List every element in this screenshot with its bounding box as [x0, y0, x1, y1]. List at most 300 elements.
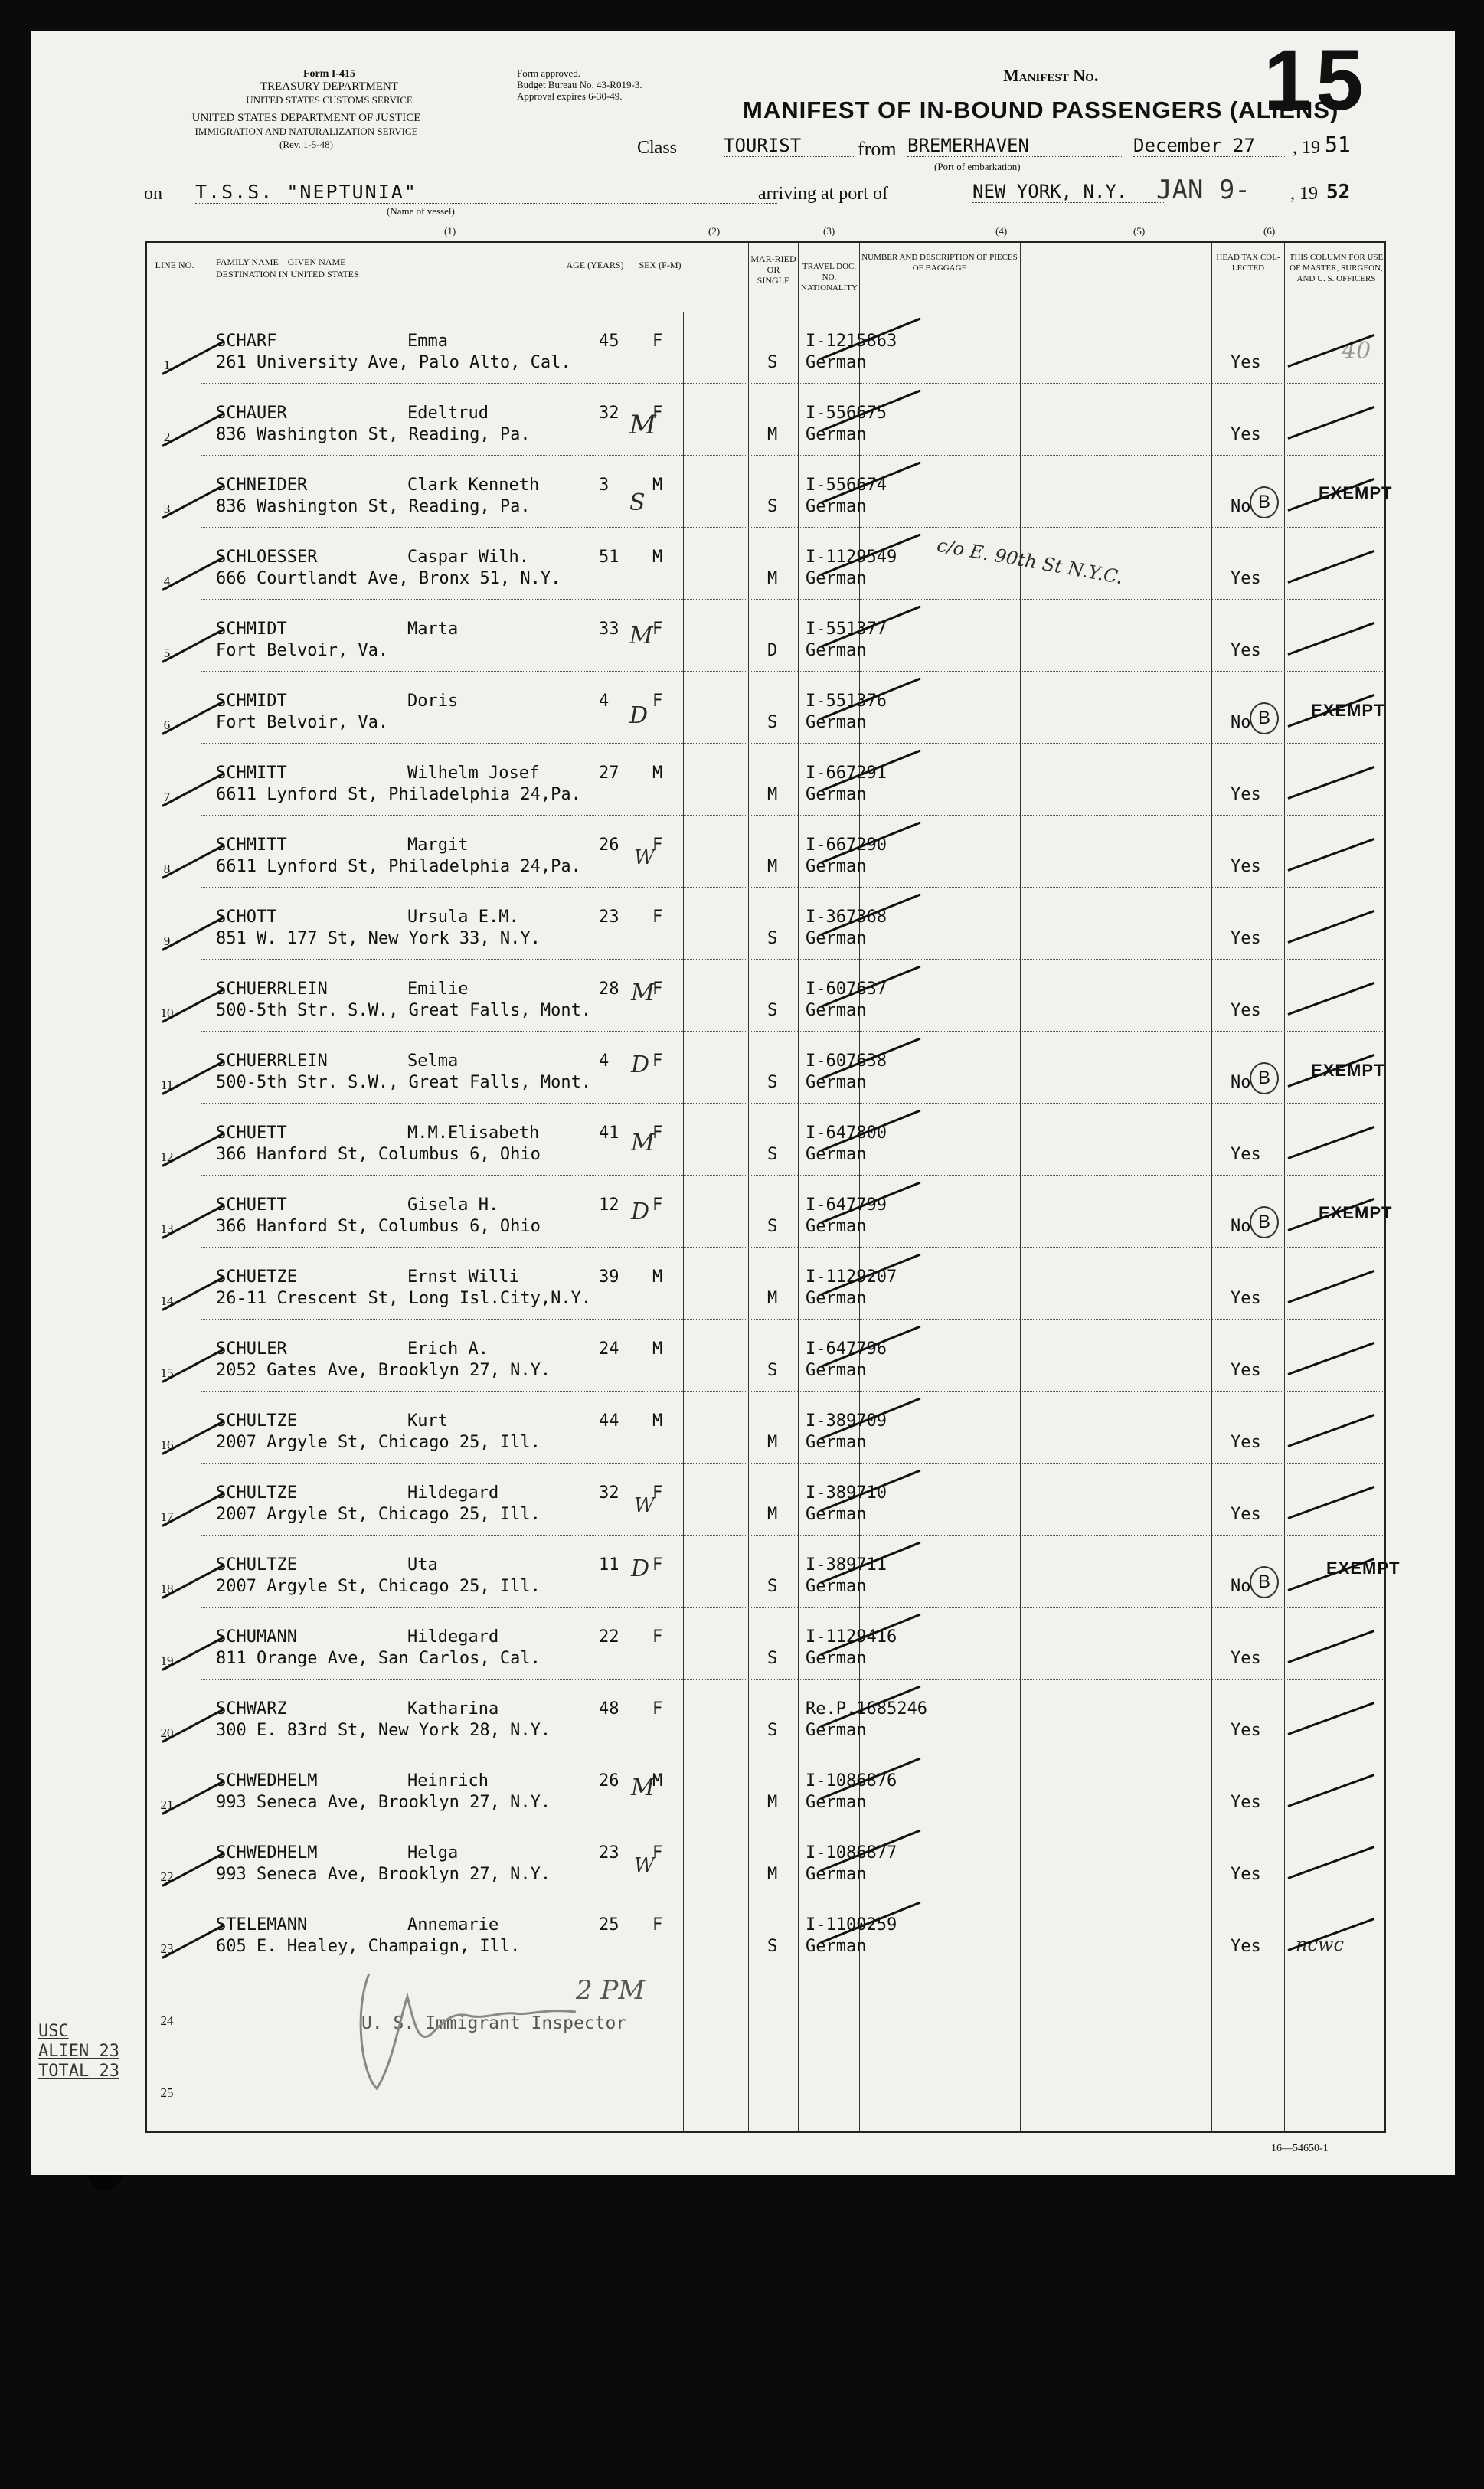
exempt-stamp: EXEMPT [1319, 483, 1393, 502]
line-number: 18 [160, 1581, 174, 1596]
travel-doc: I-647800 [806, 1123, 887, 1143]
line-number: 11 [160, 1078, 174, 1092]
sex: F [652, 620, 663, 639]
immigrant-inspector-stamp: U. S. Immigrant Inspector [361, 2013, 627, 2033]
sex: F [652, 1699, 663, 1719]
age: 26 [599, 1771, 619, 1791]
line-number: 9 [163, 934, 171, 948]
travel-doc: I-667291 [806, 764, 887, 783]
justice-block [145, 112, 467, 151]
handwritten-sex-mark: D [631, 1199, 650, 1225]
marital-status: M [767, 1289, 778, 1308]
table-row [147, 600, 1384, 672]
age: 26 [599, 836, 619, 855]
given-name: Katharina [407, 1699, 499, 1719]
family-name: SCHMITT [216, 764, 287, 783]
head-tax: Yes [1231, 785, 1261, 804]
marital-status: M [767, 1433, 778, 1452]
table-row [147, 1895, 1384, 1967]
inspector-stamp-time: 2 PM [576, 1975, 646, 2006]
given-name: Margit [407, 836, 469, 855]
head-tax: No [1231, 713, 1251, 732]
marital-status: S [767, 713, 778, 732]
sex: M [652, 1339, 663, 1359]
col-age: AGE (YEARS) [566, 260, 624, 270]
travel-doc: I-1215863 [806, 332, 897, 351]
table-row [147, 2039, 1384, 2111]
table-row [147, 1392, 1384, 1464]
head-tax: Yes [1231, 1361, 1261, 1380]
head-tax: Yes [1231, 1865, 1261, 1884]
given-name: Caspar Wilh. [407, 548, 529, 567]
handwritten-sex-mark: M [629, 410, 656, 440]
family-name: SCHWARZ [216, 1699, 287, 1719]
line-number: 19 [160, 1653, 174, 1668]
travel-doc: I-647799 [806, 1195, 887, 1215]
age: 32 [599, 404, 619, 423]
travel-doc: Re.P.1685246 [806, 1699, 927, 1719]
travel-doc: I-551376 [806, 692, 887, 711]
given-name: Helga [407, 1843, 459, 1863]
marital-status: S [767, 1073, 778, 1092]
travel-doc: I-1086876 [806, 1771, 897, 1791]
age: 4 [599, 692, 610, 711]
head-tax: Yes [1231, 1793, 1261, 1812]
age: 41 [599, 1123, 619, 1143]
age: 23 [599, 1843, 619, 1863]
form-number: Form I-415 [302, 68, 356, 80]
year-prefix: , 19 [1293, 138, 1320, 158]
family-name: SCHUETT [216, 1195, 287, 1215]
handwritten-sex-mark: M [629, 623, 653, 649]
col-married: MAR-RIED OR SINGLE [750, 253, 796, 286]
age: 3 [599, 476, 610, 495]
sex: F [652, 836, 663, 855]
family-name: SCHMIDT [216, 620, 287, 639]
nationality: German [806, 1145, 867, 1164]
age: 4 [599, 1052, 610, 1071]
line-number: 20 [160, 1725, 174, 1740]
nationality: German [806, 1721, 867, 1740]
table-row [147, 312, 1384, 384]
given-name: Wilhelm Josef [407, 764, 540, 783]
age: 27 [599, 764, 619, 783]
arrival-year: 52 [1326, 181, 1351, 204]
head-tax: Yes [1231, 1289, 1261, 1308]
col-sex: SEX (F-M) [639, 260, 682, 270]
handwritten-sex-mark: W [634, 1854, 655, 1877]
table-row [147, 528, 1384, 600]
table-row [147, 816, 1384, 888]
travel-doc: I-1086877 [806, 1843, 897, 1863]
given-name: Marta [407, 620, 459, 639]
on-label: on [144, 184, 162, 204]
destination: 2007 Argyle St, Chicago 25, Ill. [216, 1433, 541, 1452]
exempt-stamp: EXEMPT [1319, 1203, 1393, 1222]
destination: 261 University Ave, Palo Alto, Cal. [216, 353, 571, 372]
marital-status: M [767, 785, 778, 804]
age: 48 [599, 1699, 619, 1719]
sex: F [652, 1627, 663, 1647]
given-name: Emilie [407, 980, 469, 999]
marital-status: D [767, 641, 778, 660]
given-name: Selma [407, 1052, 459, 1071]
family-name: SCHUERRLEIN [216, 980, 328, 999]
head-tax: Yes [1231, 641, 1261, 660]
marital-status: M [767, 857, 778, 876]
manifest-title: MANIFEST OF IN-BOUND PASSENGERS (ALIENS) [743, 96, 1339, 123]
family-name: SCHAUER [216, 404, 287, 423]
nationality: German [806, 1865, 867, 1884]
given-name: Uta [407, 1555, 438, 1575]
marital-status: M [767, 1865, 778, 1884]
sex: F [652, 1195, 663, 1215]
justice-department: UNITED STATES DEPARTMENT OF JUSTICE [191, 112, 421, 124]
travel-doc: I-647796 [806, 1339, 887, 1359]
category-circle: B [1250, 1206, 1279, 1238]
family-name: SCHOTT [216, 908, 277, 927]
table-row [147, 1751, 1384, 1823]
revision-date: (Rev. 1-5-48) [279, 139, 333, 150]
departure-year: 51 [1325, 132, 1351, 157]
officer-note: ncwc [1296, 1934, 1344, 1955]
destination: 811 Orange Ave, San Carlos, Cal. [216, 1649, 541, 1668]
approval-line-3: Approval expires 6-30-49. [517, 90, 623, 102]
travel-doc: I-607638 [806, 1052, 887, 1071]
travel-doc: I-1129549 [806, 548, 897, 567]
nationality: German [806, 1505, 867, 1524]
family-name: SCHMIDT [216, 692, 287, 711]
travel-doc: I-607637 [806, 980, 887, 999]
sex: F [652, 332, 663, 351]
vessel-note: (Name of vessel) [387, 205, 455, 217]
nationality: German [806, 425, 867, 444]
given-name: Ursula E.M. [407, 908, 519, 927]
nationality: German [806, 569, 867, 588]
tally-usc: USC [38, 2022, 69, 2041]
nationality: German [806, 1361, 867, 1380]
given-name: Gisela H. [407, 1195, 499, 1215]
sex: F [652, 404, 663, 423]
col-number-3: (3) [823, 225, 835, 237]
marital-status: M [767, 425, 778, 444]
destination: 993 Seneca Ave, Brooklyn 27, N.Y. [216, 1793, 551, 1812]
given-name: Kurt [407, 1411, 448, 1431]
line-number: 12 [160, 1150, 174, 1164]
destination: 26-11 Crescent St, Long Isl.City,N.Y. [216, 1289, 592, 1308]
line-number: 3 [163, 502, 171, 516]
destination: 2007 Argyle St, Chicago 25, Ill. [216, 1505, 541, 1524]
age: 23 [599, 908, 619, 927]
nationality: German [806, 1073, 867, 1092]
marital-status: M [767, 1505, 778, 1524]
head-tax: Yes [1231, 857, 1261, 876]
col-name: FAMILY NAME—GIVEN NAME [216, 257, 346, 267]
table-row [147, 1320, 1384, 1392]
table-row [147, 960, 1384, 1032]
family-name: SCHULTZE [216, 1483, 297, 1503]
sex: M [652, 1267, 663, 1287]
footer-code: 16—54650-1 [1271, 2143, 1329, 2154]
line-number: 7 [163, 790, 171, 804]
head-tax: No [1231, 1217, 1251, 1236]
family-name: SCHLOESSER [216, 548, 318, 567]
nationality: German [806, 1577, 867, 1596]
from-label: from [858, 138, 897, 160]
category-circle: B [1250, 486, 1279, 518]
ins-service: IMMIGRATION AND NATURALIZATION SERVICE [194, 126, 418, 137]
age: 24 [599, 1339, 619, 1359]
given-name: Heinrich [407, 1771, 489, 1791]
head-tax: Yes [1231, 929, 1261, 948]
destination: 666 Courtlandt Ave, Bronx 51, N.Y. [216, 569, 561, 588]
family-name: SCHWEDHELM [216, 1843, 318, 1863]
treasury-department: TREASURY DEPARTMENT [260, 80, 399, 93]
destination: 2007 Argyle St, Chicago 25, Ill. [216, 1577, 541, 1596]
manifest-no-label: Manifest No. [1003, 66, 1099, 85]
table-row [147, 1608, 1384, 1680]
col-number-4: (4) [995, 225, 1008, 237]
col-line-no: LINE NO. [155, 260, 194, 270]
given-name: Doris [407, 692, 459, 711]
class-label: Class [637, 138, 678, 158]
age: 12 [599, 1195, 619, 1215]
handwritten-sex-mark: W [634, 846, 655, 869]
travel-doc: I-1129207 [806, 1267, 897, 1287]
family-name: SCHMITT [216, 836, 287, 855]
travel-doc: I-1129416 [806, 1627, 897, 1647]
given-name: Ernst Willi [407, 1267, 519, 1287]
marital-status: S [767, 1721, 778, 1740]
family-name: SCHULTZE [216, 1411, 297, 1431]
age: 28 [599, 980, 619, 999]
head-tax: Yes [1231, 1433, 1261, 1452]
col-number-2: (2) [708, 225, 721, 237]
given-name: Annemarie [407, 1915, 499, 1935]
marital-status: S [767, 1649, 778, 1668]
sex: F [652, 1483, 663, 1503]
destination: Fort Belvoir, Va. [216, 641, 389, 660]
tally-total: TOTAL 23 [38, 2062, 119, 2081]
manifest-page [31, 31, 1455, 2175]
family-name: SCHUMANN [216, 1627, 297, 1647]
table-row [147, 744, 1384, 816]
head-tax: Yes [1231, 1649, 1261, 1668]
line-number: 17 [160, 1509, 174, 1524]
marital-status: M [767, 569, 778, 588]
line-number: 8 [163, 862, 171, 876]
table-row [147, 1464, 1384, 1536]
table-row [147, 384, 1384, 456]
destination: 366 Hanford St, Columbus 6, Ohio [216, 1217, 541, 1236]
destination: Fort Belvoir, Va. [216, 713, 389, 732]
sex: F [652, 980, 663, 999]
sex: F [652, 1052, 663, 1071]
destination: 2052 Gates Ave, Brooklyn 27, N.Y. [216, 1361, 551, 1380]
head-tax: Yes [1231, 353, 1261, 372]
travel-doc: I-1100259 [806, 1915, 897, 1935]
destination: 993 Seneca Ave, Brooklyn 27, N.Y. [216, 1865, 551, 1884]
col-head-tax: HEAD TAX COL-LECTED [1216, 253, 1280, 273]
table-row [147, 1680, 1384, 1751]
nationality: German [806, 1001, 867, 1020]
line-number: 22 [160, 1869, 174, 1884]
destination: 836 Washington St, Reading, Pa. [216, 497, 531, 516]
line-number: 14 [160, 1294, 174, 1308]
head-tax: Yes [1231, 1001, 1261, 1020]
port-note: (Port of embarkation) [934, 161, 1021, 172]
exempt-stamp: EXEMPT [1311, 701, 1385, 720]
age: 44 [599, 1411, 619, 1431]
handwritten-sex-mark: D [631, 1555, 650, 1582]
line-number: 13 [160, 1222, 174, 1236]
given-name: Hildegard [407, 1483, 499, 1503]
marital-status: S [767, 1937, 778, 1956]
given-name: Emma [407, 332, 448, 351]
handwritten-sex-mark: M [631, 1774, 655, 1801]
family-name: SCHULER [216, 1339, 287, 1359]
approval-line-1: Form approved. [517, 67, 581, 79]
age: 45 [599, 332, 619, 351]
head-tax: Yes [1231, 1145, 1261, 1164]
given-name: Erich A. [407, 1339, 489, 1359]
class-value: TOURIST [724, 135, 854, 157]
line-number: 2 [163, 430, 171, 444]
category-circle: B [1250, 702, 1279, 734]
head-tax: No [1231, 1577, 1251, 1596]
form-header-block [222, 67, 436, 106]
customs-service: UNITED STATES CUSTOMS SERVICE [246, 94, 413, 106]
family-name: STELEMANN [216, 1915, 308, 1935]
age: 11 [599, 1555, 619, 1575]
line-number: 4 [163, 574, 171, 588]
family-name: SCHARF [216, 332, 277, 351]
sex: M [652, 1411, 663, 1431]
approval-block [517, 67, 747, 102]
given-name: Edeltrud [407, 404, 489, 423]
head-tax: Yes [1231, 1721, 1261, 1740]
marital-status: S [767, 1217, 778, 1236]
line-number: 24 [160, 2013, 174, 2028]
nationality: German [806, 929, 867, 948]
given-name: M.M.Elisabeth [407, 1123, 540, 1143]
tally-alien: ALIEN 23 [38, 2042, 119, 2061]
departure-date: December 27 [1133, 135, 1286, 157]
travel-doc: I-389710 [806, 1483, 887, 1503]
handwritten-sex-mark: D [631, 1052, 650, 1078]
table-row [147, 888, 1384, 960]
age: 39 [599, 1267, 619, 1287]
tally-block [38, 2022, 119, 2082]
approval-line-2: Budget Bureau No. 43-R019-3. [517, 79, 642, 90]
nationality: German [806, 497, 867, 516]
col-travel-doc: TRAVEL DOC. NO. NATIONALITY [801, 262, 858, 293]
line-number: 25 [160, 2085, 174, 2100]
exempt-stamp: EXEMPT [1326, 1558, 1401, 1578]
exempt-stamp: EXEMPT [1311, 1061, 1385, 1080]
family-name: SCHWEDHELM [216, 1771, 318, 1791]
nationality: German [806, 1793, 867, 1812]
destination: 300 E. 83rd St, New York 28, N.Y. [216, 1721, 551, 1740]
line-number: 23 [160, 1941, 174, 1956]
sex: F [652, 1123, 663, 1143]
officer-mark: 40 [1342, 338, 1371, 365]
arrival-year-prefix: , 19 [1290, 184, 1318, 204]
line-number: 10 [160, 1006, 174, 1020]
family-name: SCHUERRLEIN [216, 1052, 328, 1071]
table-row [147, 1176, 1393, 1248]
vessel-name: T.S.S. "NEPTUNIA" [195, 181, 777, 204]
sex: M [652, 476, 663, 495]
table-row [147, 1104, 1384, 1176]
col-baggage: NUMBER AND DESCRIPTION OF PIECES OF BAGGAGE [861, 253, 1018, 273]
travel-doc: I-389709 [806, 1411, 887, 1431]
table-row [147, 1536, 1401, 1608]
family-name: SCHNEIDER [216, 476, 308, 495]
nationality: German [806, 1433, 867, 1452]
marital-status: S [767, 353, 778, 372]
travel-doc: I-667290 [806, 836, 887, 855]
nationality: German [806, 785, 867, 804]
head-tax: No [1231, 497, 1251, 516]
age: 51 [599, 548, 619, 567]
travel-doc: I-556674 [806, 476, 887, 495]
nationality: German [806, 1649, 867, 1668]
table-row [147, 1032, 1384, 1104]
marital-status: M [767, 1793, 778, 1812]
baggage-note: c/o E. 90th St N.Y.C. [935, 534, 1125, 589]
travel-doc: I-367368 [806, 908, 887, 927]
col-number-6: (6) [1263, 225, 1276, 237]
given-name: Hildegard [407, 1627, 499, 1647]
sex: M [652, 764, 663, 783]
age: 22 [599, 1627, 619, 1647]
sex: F [652, 692, 663, 711]
family-name: SCHUETZE [216, 1267, 297, 1287]
handwritten-sex-mark: W [634, 1494, 655, 1517]
sex: F [652, 908, 663, 927]
destination: 500-5th Str. S.W., Great Falls, Mont. [216, 1001, 592, 1020]
travel-doc: I-389711 [806, 1555, 887, 1575]
marital-status: S [767, 1001, 778, 1020]
nationality: German [806, 1289, 867, 1308]
age: 33 [599, 620, 619, 639]
head-tax: No [1231, 1073, 1251, 1092]
sex: F [652, 1555, 663, 1575]
destination: 500-5th Str. S.W., Great Falls, Mont. [216, 1073, 592, 1092]
destination: 851 W. 177 St, New York 33, N.Y. [216, 929, 541, 948]
nationality: German [806, 353, 867, 372]
marital-status: S [767, 497, 778, 516]
marital-status: S [767, 1361, 778, 1380]
family-name: SCHULTZE [216, 1555, 297, 1575]
nationality: German [806, 641, 867, 660]
head-tax: Yes [1231, 1937, 1261, 1956]
col-number-1: (1) [444, 225, 456, 237]
head-tax: Yes [1231, 569, 1261, 588]
family-name: SCHUETT [216, 1123, 287, 1143]
given-name: Clark Kenneth [407, 476, 540, 495]
nationality: German [806, 857, 867, 876]
sex: M [652, 548, 663, 567]
handwritten-sex-mark: D [629, 702, 649, 729]
table-row [147, 1823, 1384, 1895]
travel-doc: I-556675 [806, 404, 887, 423]
head-tax: Yes [1231, 1505, 1261, 1524]
handwritten-sex-mark: M [631, 1130, 655, 1156]
marital-status: S [767, 929, 778, 948]
table-row [147, 1248, 1384, 1320]
